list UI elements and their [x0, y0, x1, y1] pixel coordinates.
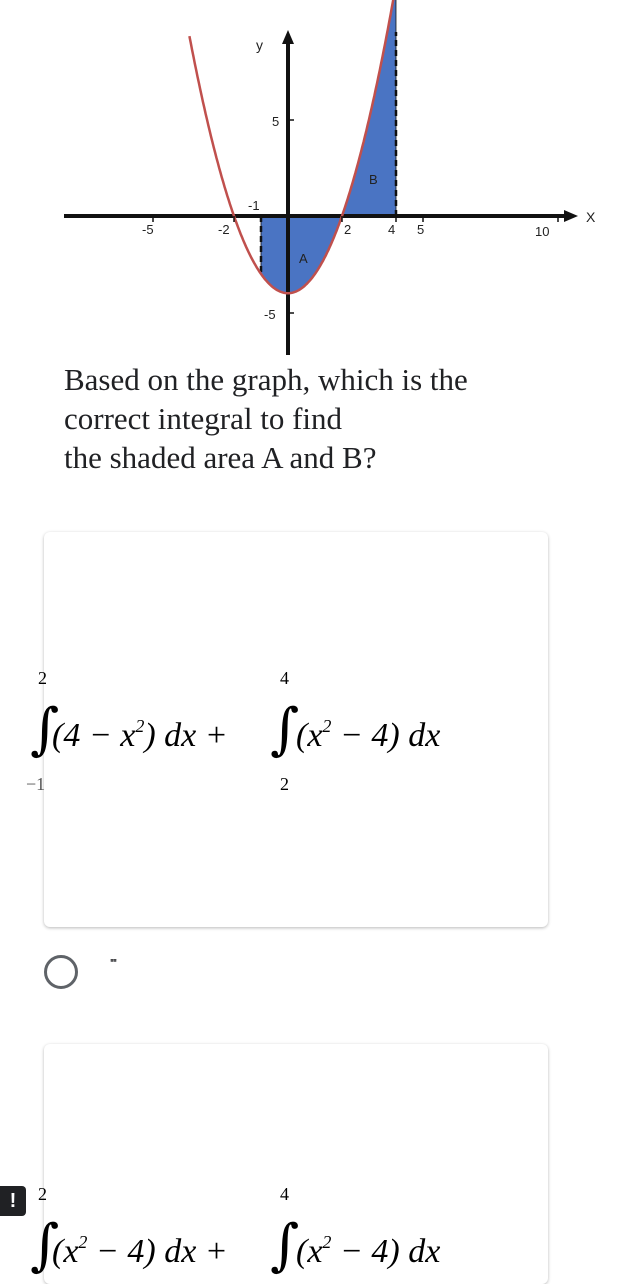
integral-sign-icon: ∫ [30, 697, 60, 762]
question-line: the shaded area A and B? [64, 440, 377, 475]
x-axis-label: X [586, 209, 596, 225]
y-tick-label: -5 [264, 307, 276, 322]
integral2-lower-limit: 2 [280, 774, 289, 794]
y-axis-arrow-icon [282, 30, 294, 44]
option-1-radio-row[interactable] [44, 942, 444, 1002]
integral1-body: $(4 - x^2)$ dx + [52, 716, 228, 754]
option-2-integral1-body: $(x^2 - 4)$ dx + [52, 1232, 228, 1270]
graph-figure [0, 0, 625, 360]
option-2-integral2-body: $(x^2 - 4)$ dx [296, 1232, 441, 1270]
x-tick-label: 5 [417, 222, 425, 237]
integral-sign-icon: ∫ [30, 1213, 60, 1278]
y-tick-label: -1 [248, 198, 260, 213]
integral2a-upper-limit: 2 [38, 1184, 47, 1204]
x-tick-label: -5 [142, 222, 154, 237]
region-label-b: B [369, 172, 378, 187]
y-tick-label: 5 [272, 114, 280, 129]
region-label-a: A [299, 251, 308, 266]
option-2-formula [30, 1180, 530, 1278]
radio-label: '''' [110, 956, 116, 971]
question-line: correct integral to find [64, 401, 343, 436]
x-tick-label: -2 [218, 222, 230, 237]
question-line: Based on the graph, which is the [64, 362, 468, 397]
integral1-lower-limit: −1 [26, 774, 46, 794]
integral1-upper-limit: 2 [38, 668, 47, 688]
integral2-upper-limit: 4 [280, 668, 289, 688]
x-axis-arrow-icon [564, 210, 578, 222]
alert-badge-icon[interactable]: ! [0, 1186, 26, 1216]
x-tick-label: 2 [344, 222, 352, 237]
y-axis-label: y [256, 37, 263, 53]
integral-sign-icon: ∫ [270, 1213, 300, 1278]
x-tick-label: 10 [535, 224, 550, 239]
option-1-formula [26, 668, 530, 798]
x-tick-label: 4 [388, 222, 396, 237]
integral-sign-icon: ∫ [270, 697, 300, 762]
integral2b-upper-limit: 4 [280, 1184, 289, 1204]
integral2-body: $(x^2 - 4)$ dx [296, 716, 441, 754]
radio-button[interactable] [44, 955, 78, 989]
question-text [64, 360, 564, 477]
